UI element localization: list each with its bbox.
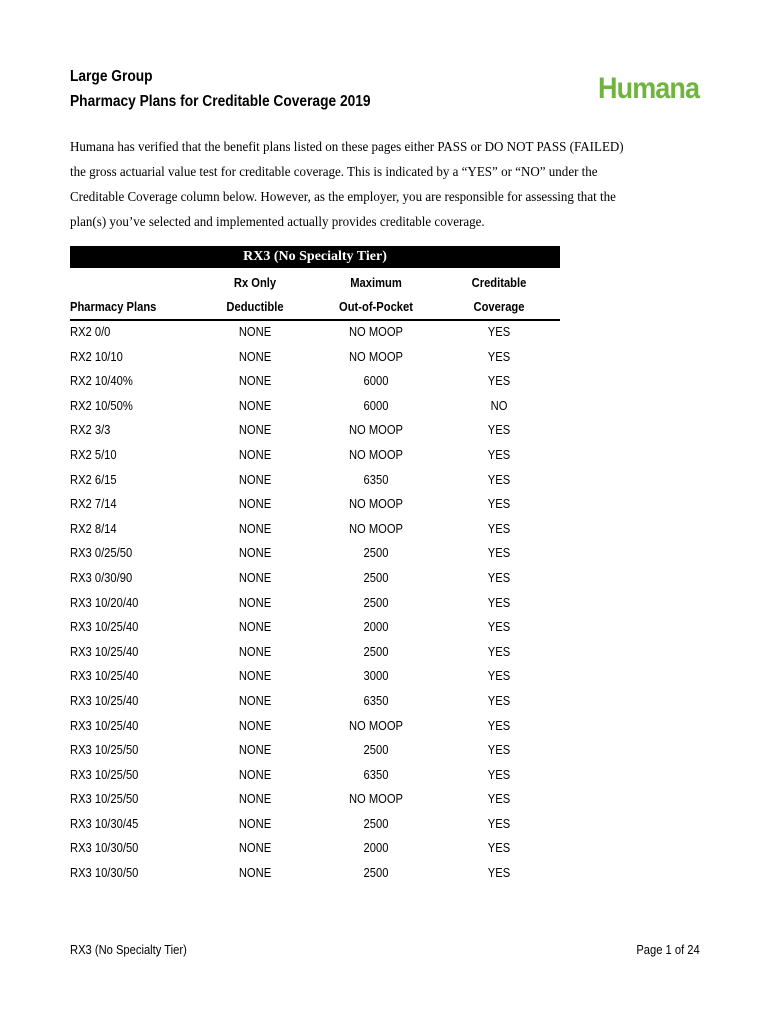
deductible-cell: NONE [238, 668, 272, 684]
table-row [70, 468, 560, 493]
column-header-creditable [452, 271, 547, 319]
plan-cell: RX2 10/40% [70, 373, 133, 389]
moop-cell: 2500 [363, 594, 389, 610]
creditable-cell: YES [487, 422, 511, 438]
column-header-deductible-line2: Deductible [226, 299, 284, 314]
table-row [70, 861, 560, 886]
moop-cell: 2500 [363, 545, 389, 561]
creditable-cell: YES [487, 742, 511, 758]
table-row [70, 640, 560, 665]
document-title-line1: Large Group [70, 68, 153, 85]
plan-cell: RX3 10/30/50 [70, 865, 139, 881]
moop-cell: 2500 [363, 742, 389, 758]
moop-cell: NO MOOP [348, 496, 404, 512]
plan-cell: RX3 10/25/40 [70, 692, 139, 708]
moop-cell: 2500 [363, 865, 389, 881]
table-row [70, 615, 560, 640]
footer-section-label: RX3 (No Specialty Tier) [70, 942, 187, 957]
plan-cell: RX2 10/10 [70, 348, 123, 364]
plan-cell: RX2 8/14 [70, 520, 117, 536]
deductible-cell: NONE [238, 520, 272, 536]
deductible-cell: NONE [238, 692, 272, 708]
table-row [70, 418, 560, 443]
moop-cell: 3000 [363, 668, 389, 684]
creditable-cell: YES [487, 766, 511, 782]
column-header-deductible [208, 271, 303, 319]
column-header-pharmacy-plans [70, 271, 199, 319]
column-header-deductible-line1: Rx Only [233, 275, 277, 290]
table-body [70, 320, 560, 886]
title-block [70, 64, 420, 114]
table-row [70, 664, 560, 689]
creditable-cell: YES [487, 446, 511, 462]
creditable-cell: YES [487, 594, 511, 610]
table-row [70, 320, 560, 345]
deductible-cell: NONE [238, 324, 272, 339]
deductible-cell: NONE [238, 815, 272, 831]
moop-cell: 2500 [363, 643, 389, 659]
column-header-moop [329, 271, 424, 319]
table-row [70, 394, 560, 419]
moop-cell: NO MOOP [348, 791, 404, 807]
deductible-cell: NONE [238, 569, 272, 585]
column-header-moop-line1: Maximum [350, 275, 402, 290]
creditable-cell: YES [487, 717, 511, 733]
humana-logo: Humana [598, 72, 700, 105]
moop-cell: NO MOOP [348, 422, 404, 438]
creditable-cell: NO [490, 397, 508, 413]
footer-page-number: Page 1 of 24 [636, 942, 700, 957]
document-title-line2: Pharmacy Plans for Creditable Coverage 2019 [70, 93, 371, 110]
table-row [70, 369, 560, 394]
column-header-creditable-line1: Creditable [471, 275, 527, 290]
deductible-cell: NONE [238, 545, 272, 561]
creditable-cell: YES [487, 545, 511, 561]
deductible-cell: NONE [238, 643, 272, 659]
deductible-cell: NONE [238, 373, 272, 389]
creditable-cell: YES [487, 496, 511, 512]
plan-cell: RX2 10/50% [70, 397, 133, 413]
creditable-cell: YES [487, 324, 511, 339]
plan-cell: RX3 10/20/40 [70, 594, 139, 610]
column-header-plan-label: Pharmacy Plans [70, 299, 157, 314]
column-header-moop-line2: Out-of-Pocket [339, 299, 413, 314]
column-header-creditable-line2: Coverage [473, 299, 525, 314]
deductible-cell: NONE [238, 742, 272, 758]
plan-cell: RX2 3/3 [70, 422, 111, 438]
moop-cell: 6350 [363, 766, 389, 782]
moop-cell: 2000 [363, 619, 389, 635]
creditable-cell: YES [487, 865, 511, 881]
plan-cell: RX3 10/25/40 [70, 619, 139, 635]
moop-cell: NO MOOP [348, 717, 404, 733]
plan-cell: RX3 0/30/90 [70, 569, 133, 585]
moop-cell: 6350 [363, 471, 389, 487]
creditable-cell: YES [487, 840, 511, 856]
creditable-cell: YES [487, 643, 511, 659]
deductible-cell: NONE [238, 471, 272, 487]
table-row [70, 443, 560, 468]
plan-cell: RX2 6/15 [70, 471, 117, 487]
creditable-cell: YES [487, 569, 511, 585]
moop-cell: NO MOOP [348, 348, 404, 364]
moop-cell: NO MOOP [348, 324, 404, 339]
creditable-cell: YES [487, 471, 511, 487]
table-row [70, 689, 560, 714]
plan-cell: RX2 5/10 [70, 446, 117, 462]
plan-cell: RX3 10/25/40 [70, 643, 139, 659]
creditable-cell: YES [487, 668, 511, 684]
deductible-cell: NONE [238, 717, 272, 733]
plan-cell: RX3 10/25/50 [70, 791, 139, 807]
table-row [70, 714, 560, 739]
table-row [70, 591, 560, 616]
moop-cell: 2500 [363, 815, 389, 831]
creditable-cell: YES [487, 520, 511, 536]
plan-cell: RX3 10/25/50 [70, 742, 139, 758]
deductible-cell: NONE [238, 397, 272, 413]
moop-cell: 6350 [363, 692, 389, 708]
table-row [70, 541, 560, 566]
deductible-cell: NONE [238, 791, 272, 807]
table-row [70, 517, 560, 542]
table-row [70, 492, 560, 517]
plan-cell: RX3 10/25/50 [70, 766, 139, 782]
deductible-cell: NONE [238, 422, 272, 438]
deductible-cell: NONE [238, 594, 272, 610]
moop-cell: NO MOOP [348, 446, 404, 462]
intro-paragraph: Humana has verified that the benefit plans listed on these pages either PASS or DO NOT PASS (FAILED) the gross actuarial value test for creditable coverage. This is indicated by a “YES” or “NO” under the Creditable Coverage column below. However, as the employer, you are responsible for assessing that the plan(s) you’ve selected and implemented actually provides creditable coverage. [70, 140, 624, 230]
deductible-cell: NONE [238, 348, 272, 364]
moop-cell: NO MOOP [348, 520, 404, 536]
moop-cell: 6000 [363, 397, 389, 413]
table-row [70, 763, 560, 788]
plan-cell: RX2 0/0 [70, 324, 111, 339]
deductible-cell: NONE [238, 446, 272, 462]
table-row [70, 566, 560, 591]
deductible-cell: NONE [238, 619, 272, 635]
deductible-cell: NONE [238, 865, 272, 881]
creditable-cell: YES [487, 692, 511, 708]
plan-cell: RX3 10/25/40 [70, 668, 139, 684]
table-row [70, 812, 560, 837]
moop-cell: 2500 [363, 569, 389, 585]
deductible-cell: NONE [238, 840, 272, 856]
creditable-cell: YES [487, 619, 511, 635]
moop-cell: 2000 [363, 840, 389, 856]
table-row [70, 345, 560, 370]
table-row [70, 836, 560, 861]
plan-cell: RX3 10/30/50 [70, 840, 139, 856]
plan-cell: RX3 0/25/50 [70, 545, 133, 561]
plan-cell: RX3 10/30/45 [70, 815, 139, 831]
creditable-cell: YES [487, 815, 511, 831]
deductible-cell: NONE [238, 766, 272, 782]
moop-cell: 6000 [363, 373, 389, 389]
creditable-cell: YES [487, 373, 511, 389]
creditable-cell: YES [487, 348, 511, 364]
deductible-cell: NONE [238, 496, 272, 512]
creditable-cell: YES [487, 791, 511, 807]
table-section-title: RX3 (No Specialty Tier) [70, 246, 560, 268]
plan-cell: RX3 10/25/40 [70, 717, 139, 733]
table-row [70, 738, 560, 763]
plan-cell: RX2 7/14 [70, 496, 117, 512]
table-row [70, 787, 560, 812]
